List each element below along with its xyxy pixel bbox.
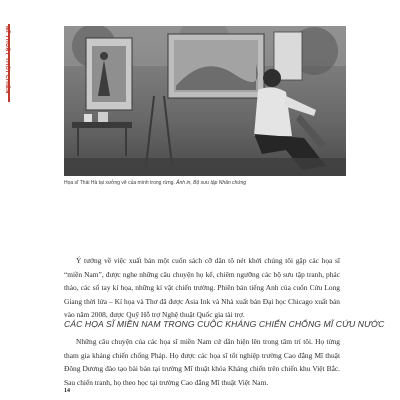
paragraph-1: Ý tưởng về việc xuất bản một cuốn sách cỡ dân tô nét khởi chúng tôi gặp các họa sĩ “miền Nam”, được nghe những câu chuyện họ kể, chiêm ngưỡng các bộ sưu tập tranh, phác thảo, các sổ tay kí họa, những kí vật chiến trường. Phiên bản tiếng Anh của cuốn Cửu Long Giang thời lửa – Kí họa và Thơ đã được Asia Ink và Nhà xuất bản Đại học Chicago xuất bản vào năm 2008, được Quỹ Hỗ trợ Nghệ thuật Quốc gia tài trợ. bbox=[64, 256, 340, 320]
caption-text: Họa sĩ Thái Hà tại xưởng vẽ của mình trong rừng. bbox=[64, 180, 177, 186]
photo-caption bbox=[64, 180, 354, 186]
painter-photo bbox=[64, 26, 346, 176]
caption-credit: Ảnh in, Bộ sưu tập Nhân chứng bbox=[176, 180, 247, 186]
running-header: MĨ THUẬT THỜI CHIẾN bbox=[4, 26, 10, 94]
paragraph-2: Những câu chuyện của các họa sĩ miền Nam cứ dần hiện lên trong tâm trí tôi. Họ từng tham gia kháng chiến chống Pháp. Họ được các họa sĩ tốt nghiệp trường Cao đẳng Mĩ thuật Đông Dương đào tạo bài bản tại trường Mĩ thuật khóa Kháng chiến trên chiến khu Việt Bắc. Sau chiến tranh, họ theo học tại trường Cao đẳng Mĩ thuật Việt Nam. bbox=[64, 337, 340, 387]
page-number: 14 bbox=[64, 388, 70, 394]
section-heading: CÁC HỌA SĨ MIỀN NAM TRONG CUỘC KHÁNG CHIẾN CHỐNG MĨ CỨU NƯỚC bbox=[64, 319, 385, 329]
photo-painter-in-forest-icon bbox=[64, 26, 346, 176]
